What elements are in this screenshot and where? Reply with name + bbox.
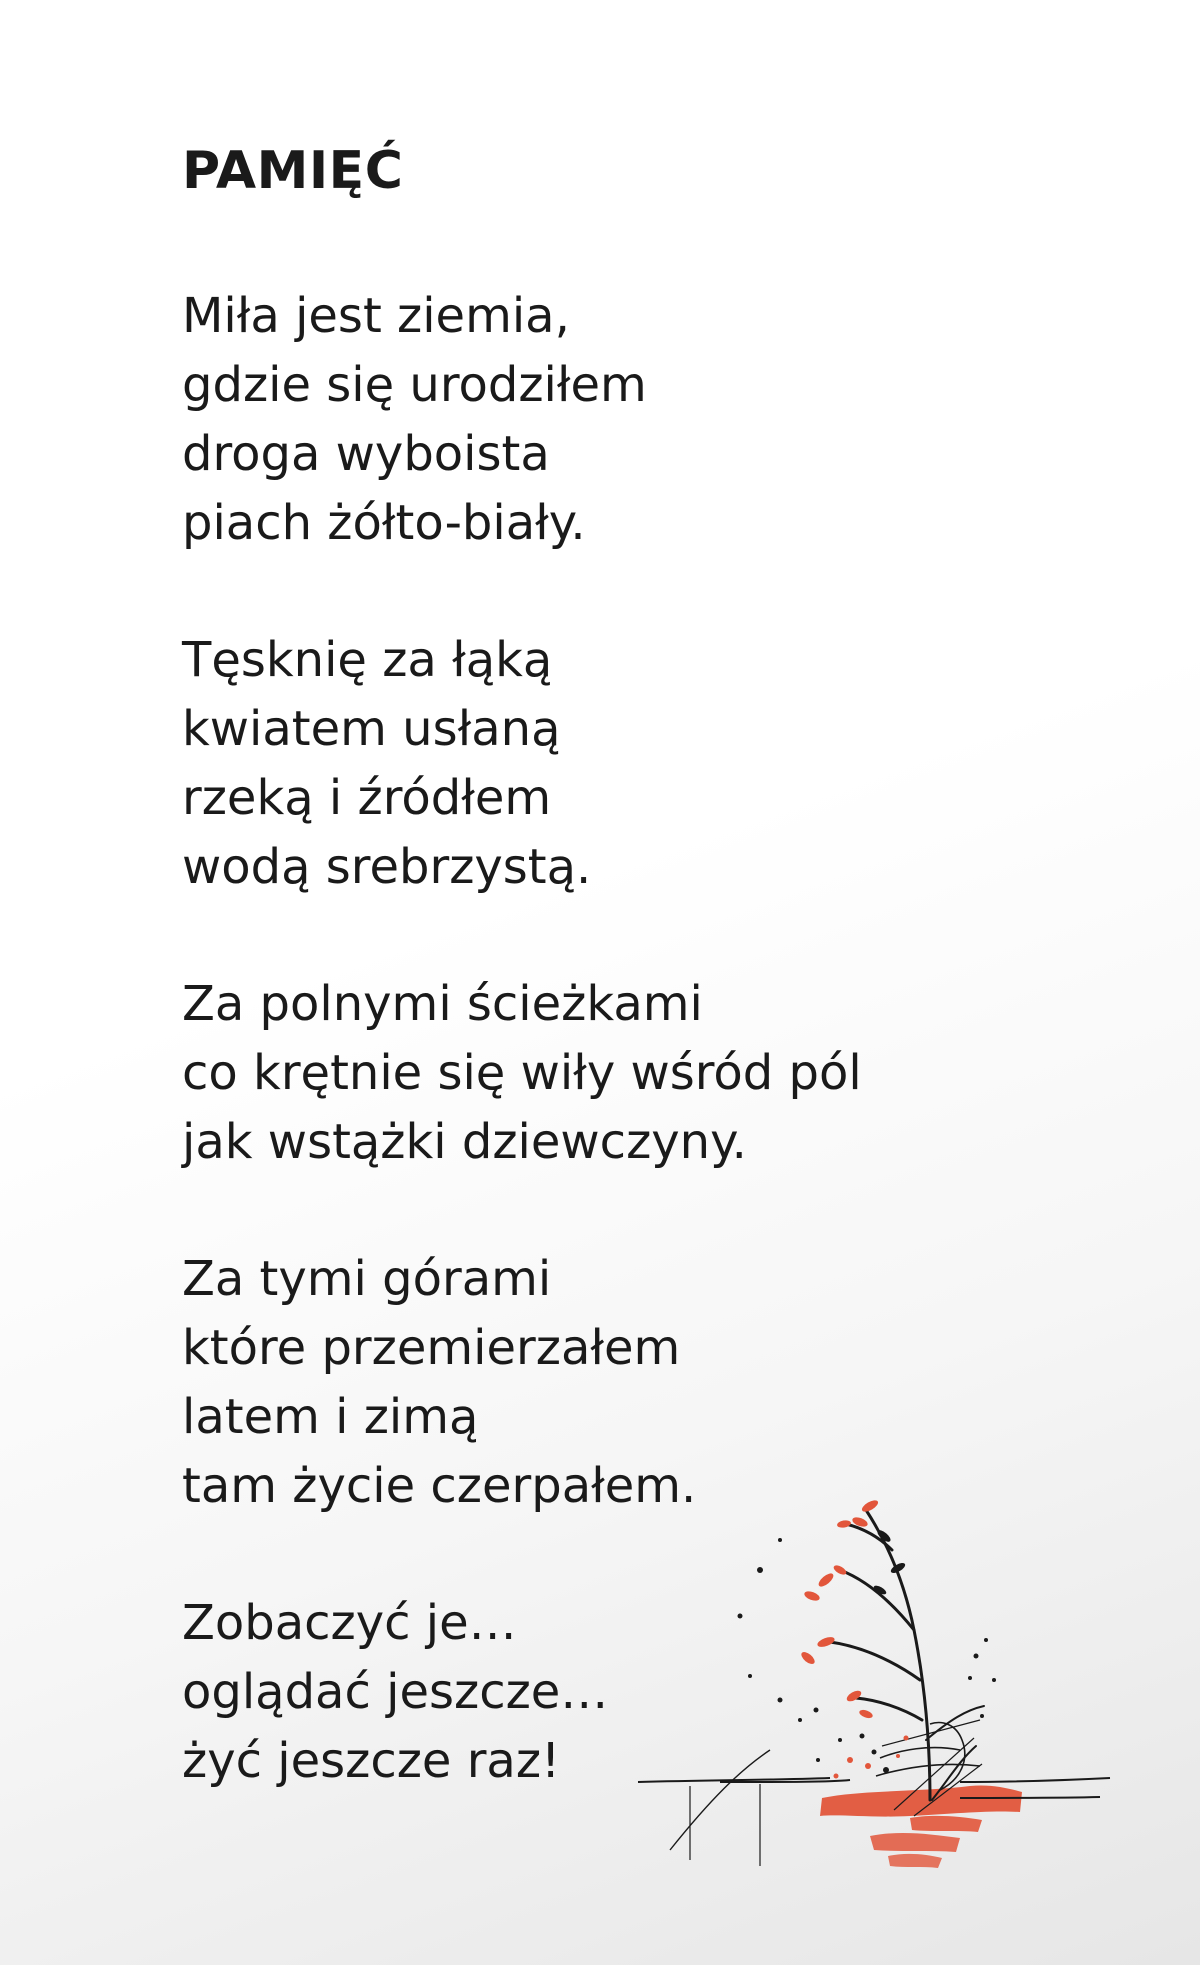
poem-line: kwiatem usłaną [182,701,561,757]
poem-line: tam życie czerpałem. [182,1458,697,1514]
poem-line: wodą srebrzystą. [182,839,592,895]
poem-line: Zobaczyć je… [182,1595,517,1651]
poem-line: rzeką i źródłem [182,770,552,826]
poem-line: Za polnymi ścieżkami [182,976,703,1032]
poem-line: Za tymi górami [182,1251,552,1307]
poem-line: gdzie się urodziłem [182,357,647,413]
poem-line: jak wstążki dziewczyny. [182,1114,747,1170]
poem-line: piach żółto-biały. [182,495,586,551]
tree-sketch-icon [630,1420,1130,1890]
poem-line: które przemierzałem [182,1320,681,1376]
poem-line: oglądać jeszcze… [182,1664,609,1720]
poem-line: latem i zimą [182,1389,479,1445]
poem-title: PAMIĘĆ [182,141,404,201]
poem-line: Miła jest ziemia, [182,288,570,344]
poem-line: Tęsknię za łąką [182,632,553,688]
tree-branches [830,1510,984,1800]
scattered-dots [738,1538,997,1779]
stanza-1 [182,282,942,558]
stanza-3 [182,970,942,1177]
poem-line: droga wyboista [182,426,550,482]
poem-line: co krętnie się wiły wśród pól [182,1045,862,1101]
poem-line: żyć jeszcze raz! [182,1733,561,1789]
stanza-2 [182,626,942,902]
